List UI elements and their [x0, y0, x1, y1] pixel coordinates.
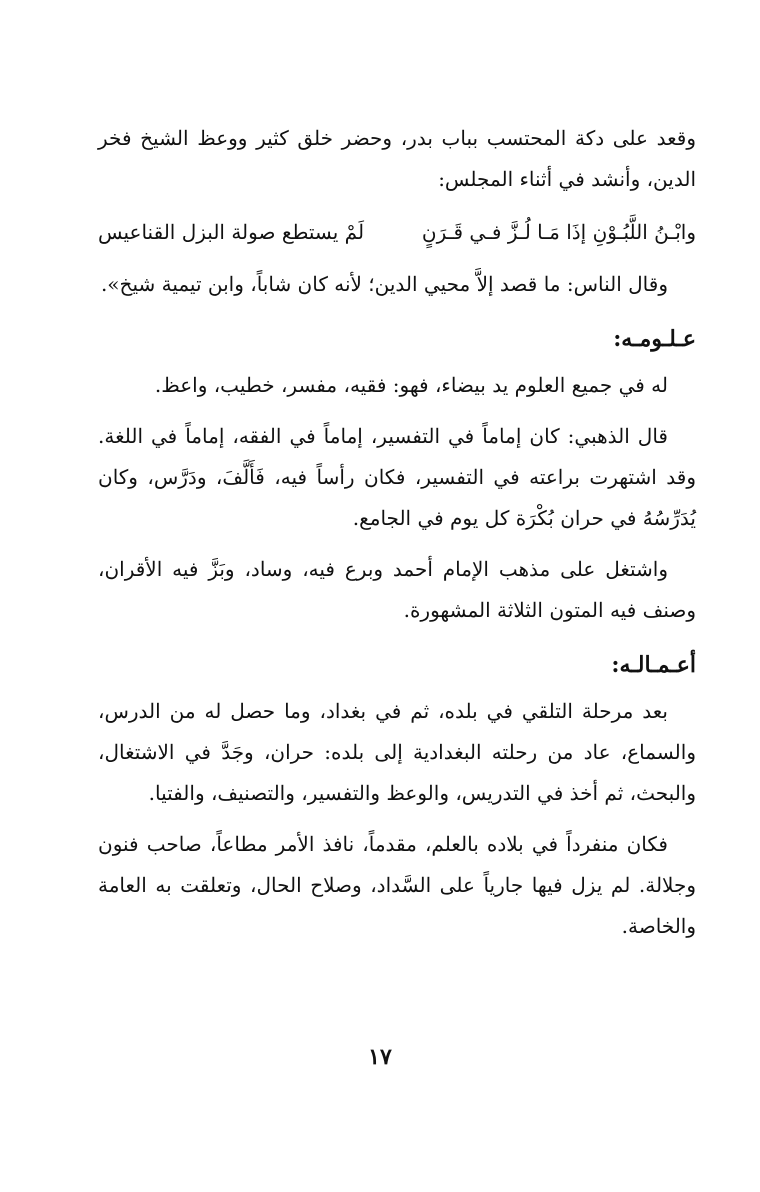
heading-knowledge: عـلـومـه: [613, 326, 696, 352]
poetry-verse [98, 210, 696, 254]
paragraph-2: وقال الناس: ما قصد إلاَّ محيي الدين؛ لأنه كان شاباً، وابن تيمية شيخ». [100, 272, 668, 296]
paragraph-1: وقعد على دكة المحتسب بباب بدر، وحضر خلق كثير ووعظ الشيخ فخر الدين، وأنشد في أثناء المجلس: [98, 126, 696, 191]
page-body [98, 118, 696, 957]
page-number: ١٧ [368, 1044, 392, 1070]
paragraph-3: له في جميع العلوم يد بيضاء، فهو: فقيه، مفسر، خطيب، واعظ. [154, 373, 668, 397]
paragraph-4: قال الذهبي: كان إماماً في التفسير، إماماً في الفقه، إماماً في اللغة. وقد اشتهرت براعته في التفسير، فكان رأساً فيه، فَأَلَّفَ، ودَرَّس، وكان يُدَرِّسُهُ في حران بُكْرَة كل يوم في الجامع. [98, 424, 696, 530]
paragraph-7: فكان منفرداً في بلاده بالعلم، مقدماً، نافذ الأمر مطاعاً، صاحب فنون وجلالة. لم يزل فيها جارياً على السَّداد، وصلاح الحال، وتعلقت به العامة والخاصة. [98, 832, 696, 938]
verse-second-hemistich: لَمْ يستطع صولة البزل القناعيس [98, 220, 365, 244]
heading-works: أعـمـالـه: [611, 652, 696, 678]
paragraph-6: بعد مرحلة التلقي في بلده، ثم في بغداد، وما حصل له من الدرس، والسماع، عاد من رحلته البغدادية إلى بلده: حران، وجَدَّ في الاشتغال، والبحث، ثم أخذ في التدريس، والوعظ والتفسير، والتصنيف، والفتيا. [98, 699, 696, 805]
paragraph-5: واشتغل على مذهب الإمام أحمد وبرع فيه، وساد، وبَزَّ فيه الأقران، وصنف فيه المتون الثلاثة المشهورة. [98, 557, 696, 622]
verse-first-hemistich: وابْـنُ اللَّبُـوْنِ إذَا مَـا لُـزَّ فـي قَـرَنٍ [421, 220, 696, 244]
